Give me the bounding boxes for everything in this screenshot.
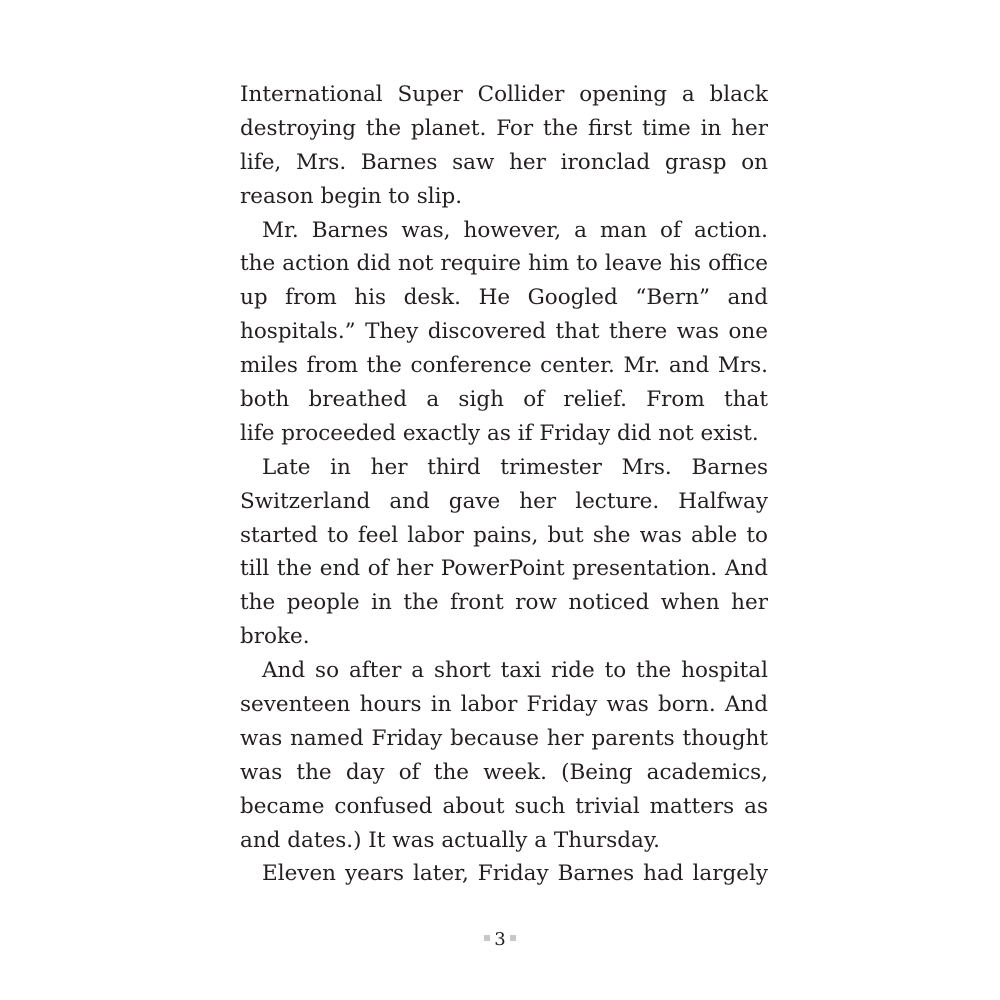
text-line: and dates.) It was actually a Thursday. bbox=[240, 827, 660, 853]
text-line: became confused about such trivial matters as bbox=[240, 793, 768, 819]
text-line: miles from the conference center. Mr. and Mrs. bbox=[240, 353, 768, 379]
folio-ornament-left bbox=[484, 935, 490, 941]
text-line: Mr. Barnes was, however, a man of action. bbox=[262, 217, 768, 243]
text-line: the people in the front row noticed when her bbox=[240, 590, 768, 616]
body-text bbox=[240, 78, 768, 891]
text-line: International Super Collider opening a black bbox=[240, 82, 768, 107]
text-line: seventeen hours in labor Friday was born. And bbox=[240, 692, 768, 718]
text-line: life, Mrs. Barnes saw her ironclad grasp on bbox=[240, 149, 768, 175]
text-line: reason begin to slip. bbox=[240, 183, 463, 209]
text-line: was the day of the week. (Being academics, bbox=[240, 759, 768, 785]
text-line: broke. bbox=[240, 624, 310, 650]
text-line: And so after a short taxi ride to the hospital bbox=[262, 658, 768, 684]
text-line: was named Friday because her parents thought bbox=[240, 725, 768, 751]
text-line: destroying the planet. For the first time in her bbox=[240, 115, 768, 141]
text-line: Eleven years later, Friday Barnes had largely bbox=[262, 861, 768, 887]
text-line: the action did not require him to leave his office bbox=[240, 251, 768, 277]
text-line: started to feel labor pains, but she was able to bbox=[240, 522, 768, 548]
text-line: up from his desk. He Googled “Bern” and bbox=[240, 285, 768, 311]
text-line: both breathed a sigh of relief. From that bbox=[240, 387, 768, 413]
text-line: hospitals.” They discovered that there was one bbox=[240, 319, 768, 345]
text-line: Switzerland and gave her lecture. Halfway bbox=[240, 488, 768, 514]
text-line: till the end of her PowerPoint presentation. And bbox=[240, 556, 768, 582]
text-line: Late in her third trimester Mrs. Barnes bbox=[262, 454, 768, 480]
page-number: 3 bbox=[494, 929, 506, 950]
folio-ornament-right bbox=[510, 935, 516, 941]
text-line: life proceeded exactly as if Friday did not exist. bbox=[240, 420, 759, 446]
page-folio bbox=[0, 928, 1000, 952]
